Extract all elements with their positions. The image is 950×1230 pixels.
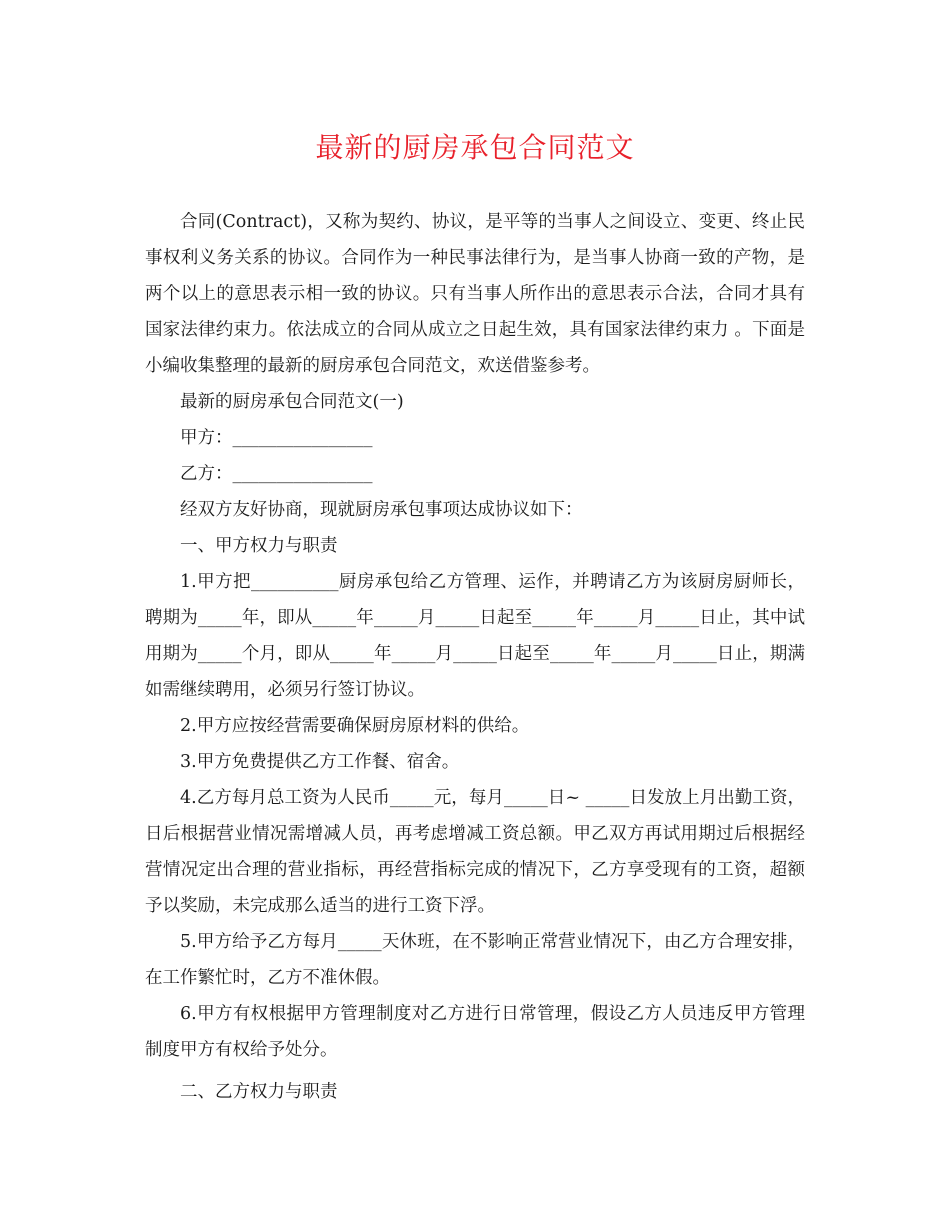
clause-2: 2.甲方应按经营需要确保厨房原材料的供给。 bbox=[180, 716, 530, 736]
agreement-intro: 经双方友好协商，现就厨房承包事项达成协议如下： bbox=[180, 500, 583, 520]
clause-1: 1.甲方把__________厨房承包给乙方管理、运作，并聘请乙方为该厨房厨师长，聘期为_____年，即从_____年_____月_____日起至_____年_____月_____日止，其中试用期为_____个月，即从_____年_____月_____日起至_____年_____月_____日止，期满如需继续聘用，必须另行签订协议。 bbox=[145, 572, 805, 700]
contract-subtitle: 最新的厨房承包合同范文(一) bbox=[180, 392, 404, 412]
clause-6: 6.甲方有权根据甲方管理制度对乙方进行日常管理，假设乙方人员违反甲方管理制度甲方有权给予处分。 bbox=[145, 1004, 805, 1060]
document-body bbox=[145, 204, 805, 1110]
clause-3: 3.甲方免费提供乙方工作餐、宿舍。 bbox=[180, 752, 460, 772]
section-heading-party-a: 一、甲方权力与职责 bbox=[180, 536, 338, 556]
party-a-line: 甲方：________________ bbox=[180, 428, 373, 448]
clause-4: 4.乙方每月总工资为人民币_____元，每月_____日~ _____日发放上月出勤工资，日后根据营业情况需增减人员，再考虑增减工资总额。甲乙双方再试用期过后根据经营情况定出合理的营业指标，再经营指标完成的情况下，乙方享受现有的工资，超额予以奖励，未完成那么适当的进行工资下浮。 bbox=[145, 788, 805, 916]
document-title: 最新的厨房承包合同范文 bbox=[315, 131, 635, 164]
intro-paragraph: 合同(Contract)，又称为契约、协议，是平等的当事人之间设立、变更、终止民事权利义务关系的协议。合同作为一种民事法律行为，是当事人协商一致的产物，是两个以上的意思表示相一致的协议。只有当事人所作出的意思表示合法，合同才具有国家法律约束力。依法成立的合同从成立之日起生效，具有国家法律约束力 。下面是小编收集整理的最新的厨房承包合同范文，欢送借鉴参考。 bbox=[145, 212, 805, 376]
section-heading-party-b: 二、乙方权力与职责 bbox=[180, 1082, 338, 1102]
party-b-line: 乙方：________________ bbox=[180, 464, 373, 484]
clause-5: 5.甲方给予乙方每月_____天休班，在不影响正常营业情况下，由乙方合理安排，在工作繁忙时，乙方不准休假。 bbox=[145, 932, 805, 988]
